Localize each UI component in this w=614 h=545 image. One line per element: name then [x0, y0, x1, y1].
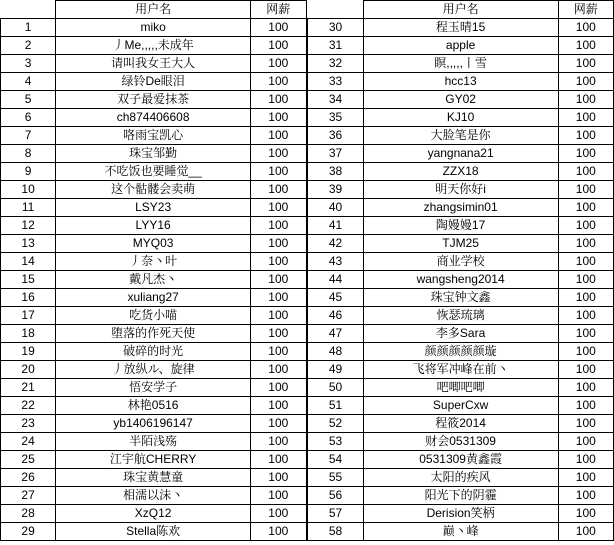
row-username: ZZX18 [363, 163, 558, 181]
row-score: 100 [251, 271, 306, 289]
row-index: 56 [308, 487, 363, 505]
row-index: 39 [308, 181, 363, 199]
row-username: 珠宝钟文鑫 [363, 289, 558, 307]
table-row [308, 109, 614, 127]
row-username: 不吃饭也要睡觉__ [56, 163, 251, 181]
row-index: 42 [308, 235, 363, 253]
row-username: LYY16 [56, 217, 251, 235]
row-index: 9 [1, 163, 56, 181]
row-index: 26 [1, 469, 56, 487]
row-score: 100 [251, 37, 306, 55]
table-row [308, 469, 614, 487]
row-username: miko [56, 19, 251, 37]
row-index: 58 [308, 523, 363, 541]
table-row [1, 415, 307, 433]
row-username: 瞑,,,,,丨雪 [363, 55, 558, 73]
row-score: 100 [251, 343, 306, 361]
row-score: 100 [251, 505, 306, 523]
row-index: 20 [1, 361, 56, 379]
row-index: 8 [1, 145, 56, 163]
row-score: 100 [558, 361, 613, 379]
row-index: 21 [1, 379, 56, 397]
row-username: 江宇航CHERRY [56, 451, 251, 469]
table-row [1, 397, 307, 415]
table-row [308, 181, 614, 199]
row-score: 100 [558, 379, 613, 397]
row-username: xuliang27 [56, 289, 251, 307]
row-index: 30 [308, 19, 363, 37]
row-score: 100 [558, 91, 613, 109]
row-score: 100 [251, 469, 306, 487]
right-table [307, 0, 614, 541]
table-row [1, 73, 307, 91]
row-index: 54 [308, 451, 363, 469]
row-index: 49 [308, 361, 363, 379]
table-row [1, 55, 307, 73]
row-index: 12 [1, 217, 56, 235]
table-row [1, 361, 307, 379]
row-username: yb1406196147 [56, 415, 251, 433]
row-score: 100 [251, 181, 306, 199]
row-index: 44 [308, 271, 363, 289]
row-index: 38 [308, 163, 363, 181]
row-username: MYQ03 [56, 235, 251, 253]
row-index: 53 [308, 433, 363, 451]
row-score: 100 [251, 307, 306, 325]
row-score: 100 [558, 181, 613, 199]
row-username: 悟安学子 [56, 379, 251, 397]
row-index: 33 [308, 73, 363, 91]
row-index: 13 [1, 235, 56, 253]
row-score: 100 [251, 73, 306, 91]
row-index: 52 [308, 415, 363, 433]
table-row [308, 289, 614, 307]
row-username: 丿Me,,,,,未成年 [56, 37, 251, 55]
row-username: hcc13 [363, 73, 558, 91]
row-index: 14 [1, 253, 56, 271]
row-index: 31 [308, 37, 363, 55]
row-username: Stella陈欢 [56, 523, 251, 541]
row-score: 100 [251, 289, 306, 307]
row-index: 3 [1, 55, 56, 73]
row-index: 28 [1, 505, 56, 523]
row-username: 相濡以沫丶 [56, 487, 251, 505]
row-index: 40 [308, 199, 363, 217]
row-index: 10 [1, 181, 56, 199]
row-username: 巅丶峰 [363, 523, 558, 541]
table-row [308, 37, 614, 55]
row-index: 15 [1, 271, 56, 289]
left-table-body [1, 19, 307, 541]
row-username: LSY23 [56, 199, 251, 217]
row-index: 36 [308, 127, 363, 145]
row-score: 100 [251, 253, 306, 271]
row-index: 55 [308, 469, 363, 487]
table-row [308, 505, 614, 523]
row-username: zhangsimin01 [363, 199, 558, 217]
right-table-body [308, 19, 614, 541]
row-score: 100 [251, 91, 306, 109]
row-index: 16 [1, 289, 56, 307]
table-row [1, 91, 307, 109]
row-index: 11 [1, 199, 56, 217]
table-row [308, 433, 614, 451]
table-row [1, 253, 307, 271]
row-username: 财会0531309 [363, 433, 558, 451]
row-score: 100 [558, 145, 613, 163]
table-row [1, 145, 307, 163]
row-index: 51 [308, 397, 363, 415]
row-index: 32 [308, 55, 363, 73]
row-username: GY02 [363, 91, 558, 109]
table-row [308, 523, 614, 541]
table-row [308, 361, 614, 379]
row-score: 100 [558, 199, 613, 217]
row-score: 100 [558, 451, 613, 469]
row-username: 珠宝邹勤 [56, 145, 251, 163]
table-row [1, 379, 307, 397]
row-score: 100 [558, 289, 613, 307]
row-score: 100 [558, 37, 613, 55]
row-index: 23 [1, 415, 56, 433]
row-score: 100 [251, 109, 306, 127]
table-row [308, 217, 614, 235]
table-row [1, 127, 307, 145]
row-username: 程筱2014 [363, 415, 558, 433]
table-header-row [1, 1, 307, 19]
table-row [308, 19, 614, 37]
table-row [1, 217, 307, 235]
table-row [308, 271, 614, 289]
table-row [1, 433, 307, 451]
row-username: 这个骷髅会卖萌 [56, 181, 251, 199]
table-row [1, 163, 307, 181]
row-score: 100 [558, 271, 613, 289]
row-score: 100 [558, 325, 613, 343]
row-index: 50 [308, 379, 363, 397]
row-score: 100 [558, 127, 613, 145]
row-username: 双子最爱抹茶 [56, 91, 251, 109]
row-score: 100 [251, 55, 306, 73]
left-table [0, 0, 307, 541]
row-index: 46 [308, 307, 363, 325]
row-index: 37 [308, 145, 363, 163]
table-row [1, 487, 307, 505]
table-row [1, 37, 307, 55]
table-row [1, 451, 307, 469]
row-username: 恢瑟琉璃 [363, 307, 558, 325]
row-username: 破碎的时光 [56, 343, 251, 361]
table-row [1, 505, 307, 523]
row-username: 阳光下的阴霾 [363, 487, 558, 505]
row-score: 100 [558, 73, 613, 91]
row-score: 100 [251, 235, 306, 253]
row-score: 100 [558, 19, 613, 37]
row-score: 100 [251, 361, 306, 379]
row-index: 41 [308, 217, 363, 235]
table-row [308, 163, 614, 181]
table-row [308, 343, 614, 361]
row-username: yangnana21 [363, 145, 558, 163]
row-score: 100 [558, 433, 613, 451]
row-username: 半陌浅殇 [56, 433, 251, 451]
table-row [308, 235, 614, 253]
row-index: 35 [308, 109, 363, 127]
row-score: 100 [251, 145, 306, 163]
row-username: 林艳0516 [56, 397, 251, 415]
row-username: 飞将军冲峰在前丶 [363, 361, 558, 379]
table-row [1, 181, 307, 199]
header-username-right: 用户名 [363, 1, 558, 19]
row-username: SuperCxw [363, 397, 558, 415]
row-score: 100 [251, 523, 306, 541]
row-username: KJ10 [363, 109, 558, 127]
row-username: 丿放纵ル、旋律 [56, 361, 251, 379]
row-score: 100 [558, 217, 613, 235]
row-score: 100 [558, 55, 613, 73]
row-index: 29 [1, 523, 56, 541]
row-username: XzQ12 [56, 505, 251, 523]
row-score: 100 [251, 199, 306, 217]
row-username: 吃货小喵 [56, 307, 251, 325]
row-score: 100 [558, 469, 613, 487]
row-score: 100 [558, 415, 613, 433]
header-index-left [1, 1, 56, 19]
row-index: 22 [1, 397, 56, 415]
table-row [308, 325, 614, 343]
row-score: 100 [251, 217, 306, 235]
row-index: 34 [308, 91, 363, 109]
header-score-left: 网薪 [251, 1, 306, 19]
row-score: 100 [558, 163, 613, 181]
table-row [308, 307, 614, 325]
row-username: 请叫我女王大人 [56, 55, 251, 73]
row-index: 7 [1, 127, 56, 145]
table-row [1, 109, 307, 127]
table-row [1, 271, 307, 289]
row-index: 17 [1, 307, 56, 325]
row-score: 100 [251, 451, 306, 469]
row-score: 100 [251, 487, 306, 505]
row-username: 太阳的疾风 [363, 469, 558, 487]
row-score: 100 [558, 307, 613, 325]
table-row [1, 523, 307, 541]
row-username: 大脸笔是你 [363, 127, 558, 145]
row-index: 6 [1, 109, 56, 127]
row-score: 100 [251, 19, 306, 37]
row-index: 19 [1, 343, 56, 361]
row-index: 27 [1, 487, 56, 505]
row-score: 100 [558, 487, 613, 505]
row-username: ch874406608 [56, 109, 251, 127]
row-index: 18 [1, 325, 56, 343]
row-index: 57 [308, 505, 363, 523]
row-score: 100 [251, 415, 306, 433]
row-index: 4 [1, 73, 56, 91]
row-username: 商业学校 [363, 253, 558, 271]
row-score: 100 [251, 163, 306, 181]
row-index: 1 [1, 19, 56, 37]
table-header-row [308, 1, 614, 19]
row-username: apple [363, 37, 558, 55]
table-row [1, 19, 307, 37]
table-row [308, 397, 614, 415]
row-score: 100 [251, 379, 306, 397]
table-row [1, 469, 307, 487]
row-username: 李多Sara [363, 325, 558, 343]
table-row [1, 235, 307, 253]
table-row [308, 91, 614, 109]
row-index: 47 [308, 325, 363, 343]
row-score: 100 [558, 235, 613, 253]
row-index: 25 [1, 451, 56, 469]
row-username: 明天你好i [363, 181, 558, 199]
row-username: 丿奈丶叶 [56, 253, 251, 271]
table-row [308, 73, 614, 91]
row-username: wangsheng2014 [363, 271, 558, 289]
row-score: 100 [558, 397, 613, 415]
row-username: TJM25 [363, 235, 558, 253]
table-row [308, 253, 614, 271]
table-row [308, 415, 614, 433]
row-username: 颜颜颜颜颜璇 [363, 343, 558, 361]
row-username: 咯雨宝凯心 [56, 127, 251, 145]
row-username: 陶嫚嫚17 [363, 217, 558, 235]
row-score: 100 [558, 523, 613, 541]
row-username: 堕落的作死天使 [56, 325, 251, 343]
header-index-right [308, 1, 363, 19]
row-username: 吧唧吧唧 [363, 379, 558, 397]
row-index: 2 [1, 37, 56, 55]
row-index: 48 [308, 343, 363, 361]
row-score: 100 [558, 253, 613, 271]
row-score: 100 [251, 397, 306, 415]
row-score: 100 [558, 505, 613, 523]
row-username: 戴凡杰丶 [56, 271, 251, 289]
row-score: 100 [558, 343, 613, 361]
table-row [1, 325, 307, 343]
table-row [308, 199, 614, 217]
row-score: 100 [251, 325, 306, 343]
table-row [1, 343, 307, 361]
row-score: 100 [251, 433, 306, 451]
row-username: 0531309黄鑫霞 [363, 451, 558, 469]
row-index: 24 [1, 433, 56, 451]
row-index: 45 [308, 289, 363, 307]
row-username: 绿铃De眼泪 [56, 73, 251, 91]
row-username: 程玉晴15 [363, 19, 558, 37]
table-row [308, 451, 614, 469]
table-row [308, 487, 614, 505]
row-index: 5 [1, 91, 56, 109]
row-username: 珠宝黄慧童 [56, 469, 251, 487]
row-index: 43 [308, 253, 363, 271]
row-username: Derision笑柄 [363, 505, 558, 523]
table-row [308, 145, 614, 163]
row-score: 100 [251, 127, 306, 145]
row-score: 100 [558, 109, 613, 127]
table-row [308, 379, 614, 397]
table-row [308, 127, 614, 145]
header-score-right: 网薪 [558, 1, 613, 19]
table-row [1, 199, 307, 217]
header-username-left: 用户名 [56, 1, 251, 19]
table-row [1, 307, 307, 325]
table-row [1, 289, 307, 307]
table-row [308, 55, 614, 73]
